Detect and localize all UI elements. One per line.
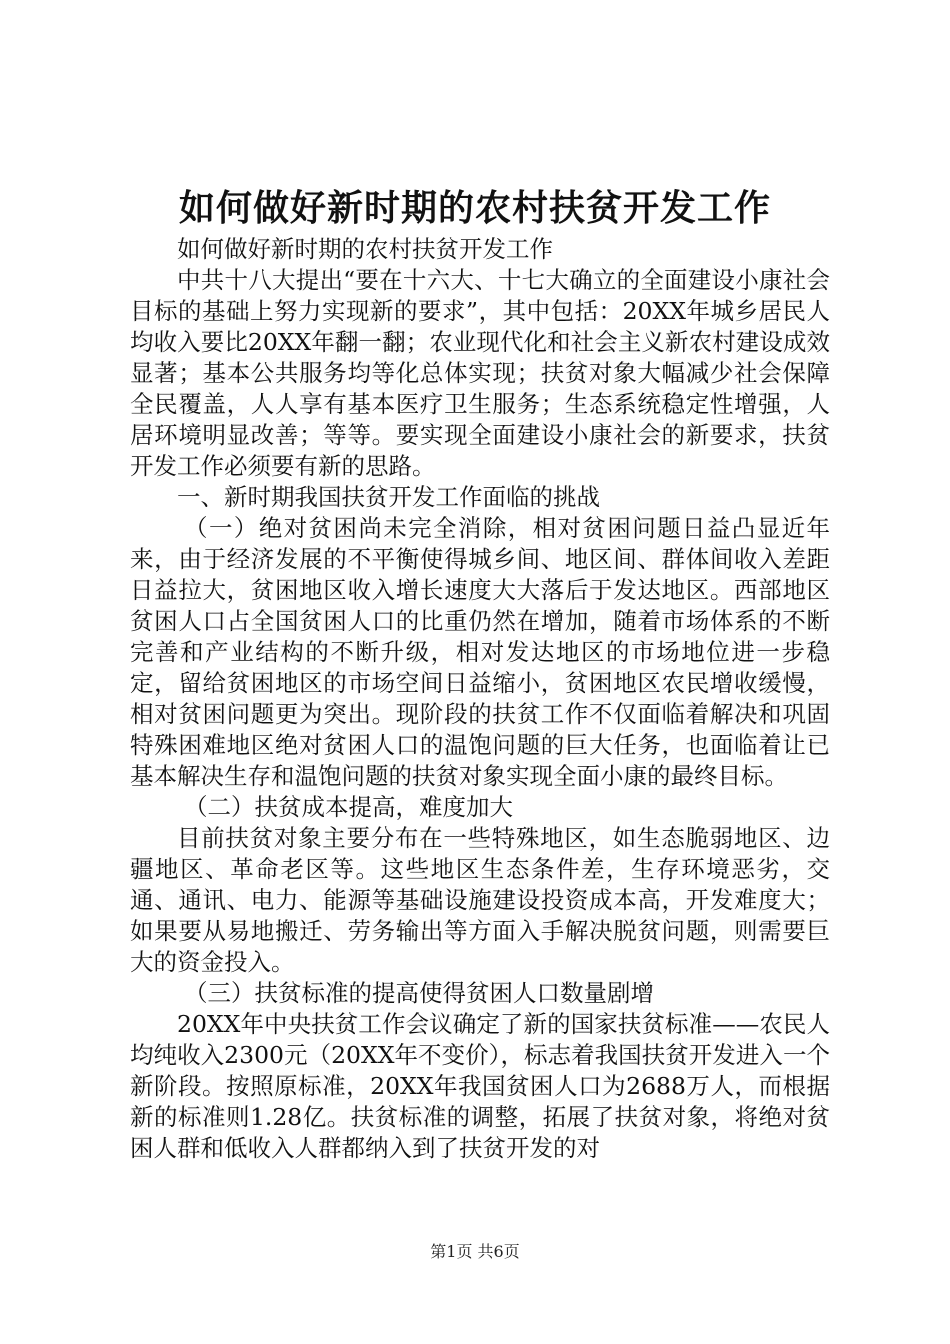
paragraph-subsection-2: 目前扶贫对象主要分布在一些特殊地区，如生态脆弱地区、边疆地区、革命老区等。这些地区生态条件差，生存环境恶劣，交通、通讯、电力、能源等基础设施建设投资成本高，开发难度大；如果要从易地搬迁、劳务输出等方面入手解决脱贫问题，则需要巨大的资金投入。 <box>130 824 830 976</box>
document-body <box>130 234 830 1164</box>
document-title: 如何做好新时期的农村扶贫开发工作 <box>178 187 771 229</box>
section-heading-1: 一、新时期我国扶贫开发工作面临的挑战 <box>177 483 600 511</box>
paragraph-subsection-3: 20XX年中央扶贫工作会议确定了新的国家扶贫标准——农民人均纯收入2300元（20XX年不变价），标志着我国扶贫开发进入一个新阶段。按照原标准，20XX年我国贫困人口为2688万人，而根据新的标准则1.28亿。扶贫标准的调整，拓展了扶贫对象，将绝对贫困人群和低收入人群都纳入到了扶贫开发的对 <box>130 1010 830 1162</box>
subsection-paragraph-1: （一）绝对贫困尚未完全消除，相对贫困问题日益凸显近年来，由于经济发展的不平衡使得城乡间、地区间、群体间收入差距日益拉大，贫困地区收入增长速度大大落后于发达地区。西部地区贫困人口占全国贫困人口的比重仍然在增加，随着市场体系的不断完善和产业结构的不断升级，相对发达地区的市场地位进一步稳定，留给贫困地区的市场空间日益缩小，贫困地区农民增收缓慢，相对贫困问题更为突出。现阶段的扶贫工作不仅面临着解决和巩固特殊困难地区绝对贫困人口的温饱问题的巨大任务，也面临着让已基本解决生存和温饱问题的扶贫对象实现全面小康的最终目标。 <box>130 514 830 790</box>
subsection-heading-3: （三）扶贫标准的提高使得贫困人口数量剧增 <box>184 979 655 1007</box>
paragraph-subtitle: 如何做好新时期的农村扶贫开发工作 <box>177 235 553 263</box>
paragraph-intro: 中共十八大提出“要在十六大、十七大确立的全面建设小康社会目标的基础上努力实现新的要求”，其中包括：20XX年城乡居民人均收入要比20XX年翻一翻；农业现代化和社会主义新农村建设成效显著；基本公共服务均等化总体实现；扶贫对象大幅减少社会保障全民覆盖，人人享有基本医疗卫生服务；生态系统稳定性增强，人居环境明显改善；等等。要实现全面建设小康社会的新要求，扶贫开发工作必须要有新的思路。 <box>130 266 830 480</box>
subsection-heading-2: （二）扶贫成本提高，难度加大 <box>184 793 514 821</box>
page-footer: 第1页 共6页 <box>430 1242 520 1261</box>
